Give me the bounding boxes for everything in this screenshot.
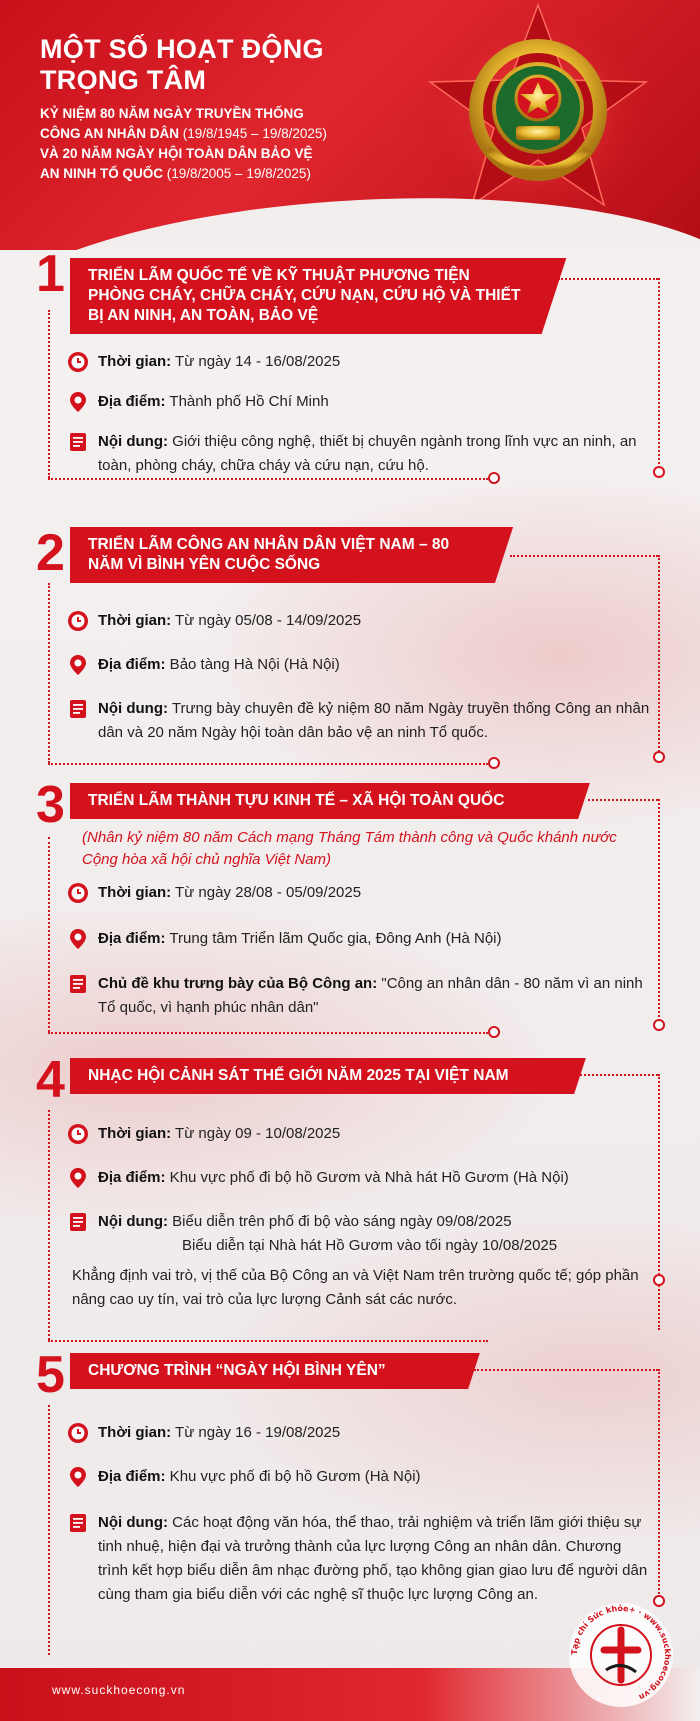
dotted-line-bottom — [48, 478, 488, 480]
dotted-line-top — [580, 1074, 658, 1076]
location-pin-icon — [67, 1466, 89, 1488]
title-line-2: TRỌNG TÂM — [40, 65, 207, 95]
page-subtitle — [40, 104, 420, 184]
dotted-line-bottom — [48, 1032, 488, 1034]
content-row-line-2: Biểu diễn tại Nhà hát Hồ Gươm vào tối ngày 10/08/2025 — [182, 1237, 558, 1254]
line-end-circle — [653, 1274, 665, 1286]
location-pin-icon — [67, 928, 89, 950]
dotted-line-top — [510, 555, 658, 557]
dotted-line-left — [48, 583, 50, 763]
subtitle-line-3: VÀ 20 NĂM NGÀY HỘI TOÀN DÂN BẢO VỆ — [40, 146, 313, 161]
dotted-line-bottom — [48, 1340, 488, 1342]
section-3: 3 TRIỂN LÃM THÀNH TỰU KINH TẾ – XÃ HỘI TOÀN QUỐC (Nhân kỷ niệm 80 năm Cách mạng Tháng Tám thành công và Quốc khánh nước Cộng hòa xã hội chủ nghĩa Việt Nam) Thời gian: Từ ngày 28/08 - 05/09/2025 Địa điểm: Trung tâm Triển lãm Quốc gia, Đông Anh (Hà Nội) Chủ đề khu trưng bày của Bộ Công an: "Công an nhân dân - 80 năm vì an ninh Tổ quốc, vì hạnh phúc nhân dân" — [0, 775, 700, 1040]
subtitle-line-2: CÔNG AN NHÂN DÂN (19/8/1945 – 19/8/2025) — [40, 126, 327, 141]
section-2: 2 TRIỂN LÃM CÔNG AN NHÂN DÂN VIỆT NAM – 80 NĂM VÌ BÌNH YÊN CUỘC SỐNG Thời gian: Từ ngày 05/08 - 14/09/2025 Địa điểm: Bảo tàng Hà Nội (Hà Nội) Nội dung: Trưng bày chuyên đề kỷ niệm 80 năm Ngày truyền thống Công an nhân dân và 20 năm Ngày hội toàn dân bảo vệ an ninh Tổ quốc. — [0, 515, 700, 765]
section-4: 4 NHẠC HỘI CẢNH SÁT THẾ GIỚI NĂM 2025 TẠI VIỆT NAM Thời gian: Từ ngày 09 - 10/08/2025 Địa điểm: Khu vực phố đi bộ hồ Gươm và Nhà hát Hồ Gươm (Hà Nội) Nội dung: Biểu diễn trên phố đi bộ vào sáng ngày 09/08/2025 Biểu diễn tại Nhà hát Hồ Gươm vào tối ngày 10/08/2025 Khẳng định vai trò, vị thế của Bộ Công an và Việt Nam trên trường quốc tế; góp phần nâng cao uy tín, vai trò của lực lượng Cảnh sát các nước. — [0, 1050, 700, 1340]
section-title: CHƯƠNG TRÌNH “NGÀY HỘI BÌNH YÊN” — [70, 1353, 460, 1389]
header-banner — [0, 0, 700, 250]
clock-icon — [67, 1123, 89, 1145]
clock-icon — [67, 1422, 89, 1444]
section-number: 5 — [36, 1346, 65, 1404]
location-pin-icon — [67, 654, 89, 676]
section-note: (Nhân kỷ niệm 80 năm Cách mạng Tháng Tám thành công và Quốc khánh nước Cộng hòa xã hội chủ nghĩa Việt Nam) — [82, 829, 617, 868]
section-5: 5 CHƯƠNG TRÌNH “NGÀY HỘI BÌNH YÊN” Thời gian: Từ ngày 16 - 19/08/2025 Địa điểm: Khu vực phố đi bộ hồ Gươm (Hà Nội) Nội dung: Các hoạt động văn hóa, thể thao, trải nghiệm và triển lãm giới thiệu sự tinh nhuệ, hiện đại và trưởng thành của lực lượng Công an nhân dân. Chương trình kết hợp biểu diễn âm nhạc đường phố, tạo không gian giao lưu để người dân cùng tham gia biểu diễn với các nghệ sĩ thuộc lực lượng Công an. — [0, 1345, 700, 1665]
magazine-logo-stamp — [566, 1600, 676, 1710]
dotted-line-top — [474, 1369, 658, 1371]
dotted-line-left — [48, 1110, 50, 1340]
section-1: 1 TRIỂN LÃM QUỐC TẾ VỀ KỸ THUẬT PHƯƠNG TIỆN PHÒNG CHÁY, CHỮA CHÁY, CỨU NẠN, CỨU HỘ VÀ THIẾT BỊ AN NINH, AN TOÀN, BẢO VỆ Thời gian: Từ ngày 14 - 16/08/2025 Địa điểm: Thành phố Hồ Chí Minh Nội dung: Giới thiệu công nghệ, thiết bị chuyên ngành trong lĩnh vực an ninh, an toàn, phòng cháy, chữa cháy và cứu nạn, cứu hộ. — [0, 240, 700, 510]
subtitle-line-1: KỶ NIỆM 80 NĂM NGÀY TRUYỀN THỐNG — [40, 106, 304, 121]
section-title: TRIỂN LÃM QUỐC TẾ VỀ KỸ THUẬT PHƯƠNG TIỆN PHÒNG CHÁY, CHỮA CHÁY, CỨU NẠN, CỨU HỘ VÀ THIẾT BỊ AN NINH, AN TOÀN, BẢO VỆ — [70, 258, 540, 334]
section-number: 2 — [36, 524, 65, 582]
line-end-circle — [488, 1026, 500, 1038]
dotted-line-left — [48, 1405, 50, 1655]
document-icon — [67, 698, 89, 720]
section-title: TRIỂN LÃM THÀNH TỰU KINH TẾ – XÃ HỘI TOÀN QUỐC — [70, 783, 570, 819]
document-icon — [67, 1211, 89, 1233]
section-title: NHẠC HỘI CẢNH SÁT THẾ GIỚI NĂM 2025 TẠI VIỆT NAM — [70, 1058, 566, 1094]
line-end-circle — [653, 1019, 665, 1031]
clock-icon — [67, 882, 89, 904]
dotted-line-right — [658, 1074, 660, 1330]
dotted-line-left — [48, 837, 50, 1032]
document-icon — [67, 1512, 89, 1534]
section-number: 3 — [36, 776, 65, 834]
title-line-1: MỘT SỐ HOẠT ĐỘNG — [40, 34, 324, 64]
dotted-line-top — [588, 799, 658, 801]
line-end-circle — [653, 751, 665, 763]
dotted-line-top — [558, 278, 658, 280]
section-number: 4 — [36, 1051, 65, 1109]
clock-icon — [67, 610, 89, 632]
clock-icon — [67, 351, 89, 373]
police-emblem-icon — [418, 0, 658, 230]
footer-url: www.suckhoecong.vn — [52, 1683, 186, 1697]
svg-text:Tạp chí Sức khỏe+ · www.suckho: Tạp chí Sức khỏe+ · www.suckhoecong.vn — [569, 1603, 673, 1702]
section-extra-text: Khẳng định vai trò, vị thế của Bộ Công an và Việt Nam trên trường quốc tế; góp phần nâng cao uy tín, vai trò của lực lượng Cảnh sát các nước. — [72, 1267, 639, 1308]
subtitle-line-4: AN NINH TỔ QUỐC (19/8/2005 – 19/8/2025) — [40, 166, 311, 181]
dotted-line-left — [48, 310, 50, 478]
location-pin-icon — [67, 391, 89, 413]
section-title: TRIỂN LÃM CÔNG AN NHÂN DÂN VIỆT NAM – 80 NĂM VÌ BÌNH YÊN CUỘC SỐNG — [70, 527, 490, 583]
page-title — [40, 34, 324, 96]
section-number: 1 — [36, 245, 65, 303]
document-icon — [67, 973, 89, 995]
dotted-line-bottom — [48, 763, 488, 765]
document-icon — [67, 431, 89, 453]
line-end-circle — [488, 757, 500, 769]
location-pin-icon — [67, 1167, 89, 1189]
